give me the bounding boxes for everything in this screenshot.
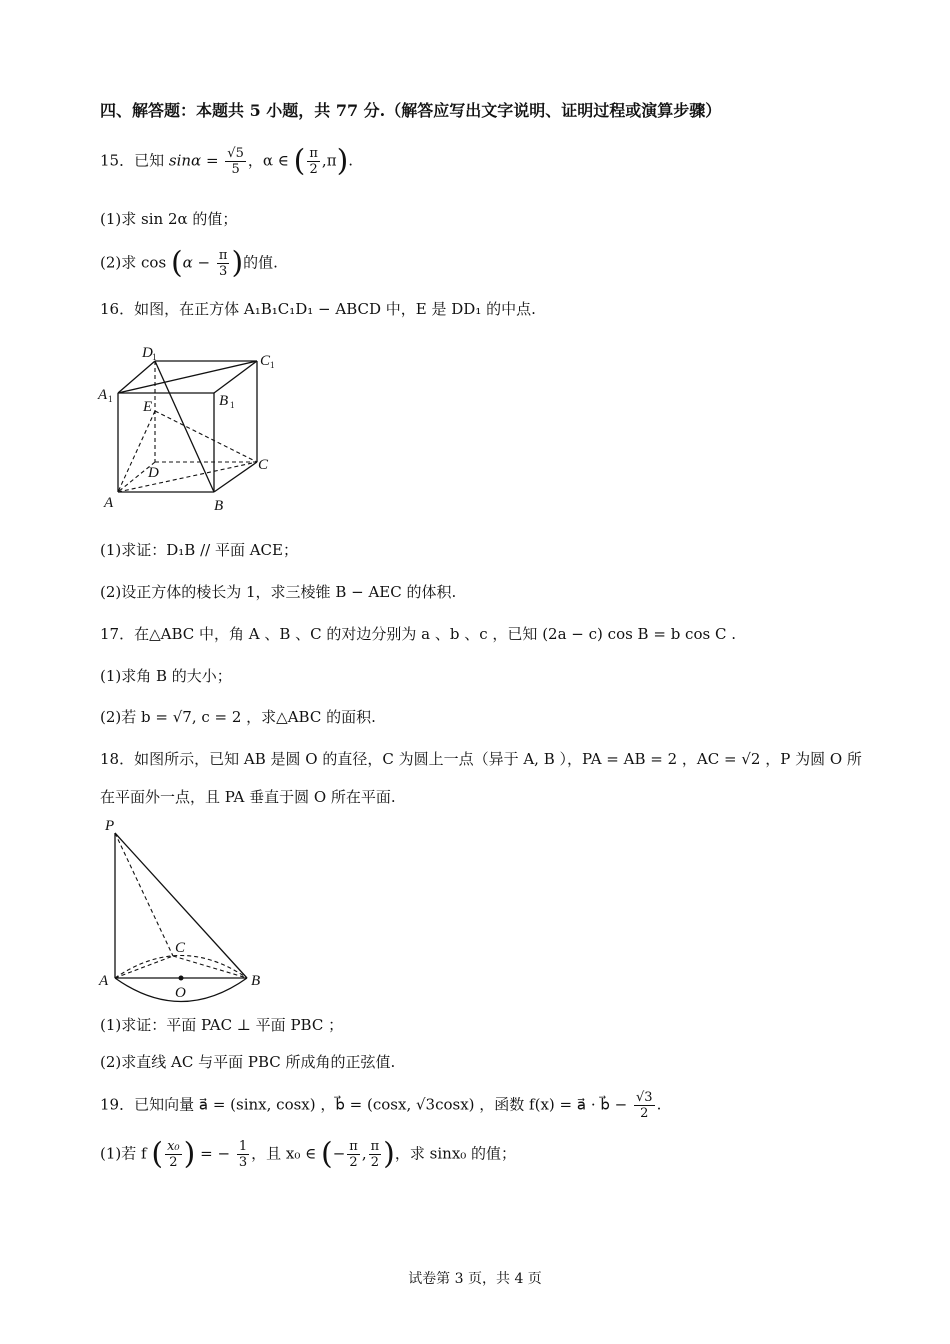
stem-text: (2)求 cos xyxy=(100,253,167,272)
label-O: O xyxy=(175,985,186,1001)
problem-15-part1: (1)求 sin 2α 的值； xyxy=(100,210,238,228)
problem-number: 17． xyxy=(100,625,135,643)
math-text: ,π xyxy=(321,151,337,170)
stem-text: 如图，在正方体 A₁B₁C₁D₁ − ABCD 中，E 是 DD₁ 的中点. xyxy=(134,300,536,318)
section-heading: 四、解答题：本题共 5 小题，共 77 分.（解答应写出文字说明、证明过程或演算步骤） xyxy=(100,101,722,120)
stem-text: 在△ABC 中，角 A 、B 、C 的对边分别为 a 、b 、c ，已知 (2a − c) cos B = b cos C . xyxy=(134,625,736,643)
label-D: D xyxy=(148,465,159,481)
problem-16-part2: (2)设正方体的棱长为 1，求三棱锥 B − AEC 的体积. xyxy=(100,583,457,601)
problem-number: 15． xyxy=(100,151,135,170)
problem-16-part1: (1)求证：D₁B // 平面 ACE； xyxy=(100,541,298,559)
stem-text: (1)若 f xyxy=(100,1144,147,1163)
stem-text: 的值. xyxy=(243,253,278,272)
label-C: C xyxy=(258,457,269,473)
label-D1: D xyxy=(142,345,153,361)
label-A1: A xyxy=(98,387,108,403)
problem-17-stem xyxy=(100,622,736,646)
problem-number: 16． xyxy=(100,300,135,318)
svg-text:1: 1 xyxy=(230,400,235,410)
problem-15-stem: 15．已知 sinα = $\frac{√5}{5}$ ，α ∈ ( $\frac{\pi}{2}$ ,π). xyxy=(100,143,354,179)
problem-18-part2: (2)求直线 AC 与平面 PBC 所成角的正弦值. xyxy=(100,1053,396,1071)
math-text: sinα = xyxy=(168,151,219,170)
label-A: A xyxy=(104,495,114,511)
label-A: A xyxy=(99,973,109,989)
svg-text:1: 1 xyxy=(270,360,275,370)
stem-text: ，且 x₀ ∈ xyxy=(251,1144,317,1163)
fraction: $\frac{1}{3}$ xyxy=(238,1139,248,1170)
cube-figure xyxy=(90,335,290,520)
cone-figure xyxy=(95,815,280,1005)
stem-text: 已知向量 a⃗ = (sinx, cosx) ，b⃗ = (cosx, √3cosx) ，函数 f(x) = a⃗ · b⃗ − xyxy=(134,1095,628,1114)
problem-18-stem xyxy=(100,747,862,771)
label-C1: C xyxy=(260,353,271,369)
label-B: B xyxy=(251,973,261,989)
math-text: = − xyxy=(200,1144,231,1163)
segment-PC xyxy=(115,833,173,956)
math-text: α − xyxy=(182,253,211,272)
label-B: B xyxy=(214,498,224,514)
label-C: C xyxy=(175,940,186,956)
problem-17-part1: (1)求角 B 的大小； xyxy=(100,667,232,685)
fraction: $\frac{\pi}{2}$ xyxy=(309,146,318,177)
fraction: $\frac{\text{x₀}}{2}$ xyxy=(167,1139,180,1170)
fraction: $\frac{\pi}{2}$ xyxy=(370,1139,380,1170)
math-text: ，α ∈ xyxy=(247,151,289,170)
center-O-point xyxy=(179,976,184,981)
fraction: $\frac{√3}{2}$ xyxy=(636,1090,653,1121)
fraction: $\frac{√5}{5}$ xyxy=(227,146,244,177)
svg-text:1: 1 xyxy=(108,394,113,404)
fraction: $\frac{\pi}{2}$ xyxy=(349,1139,358,1170)
stem-text: ，求 sinx₀ 的值； xyxy=(394,1144,517,1163)
svg-text:1: 1 xyxy=(152,352,157,362)
segment-PB xyxy=(115,833,247,978)
stem-text: 如图所示，已知 AB 是圆 O 的直径，C 为圆上一点（异于 A, B ），PA = AB = 2 ，AC = √2 ，P 为圆 O 所 xyxy=(134,750,862,768)
label-P: P xyxy=(105,818,115,834)
problem-18-stem-line2: 在平面外一点，且 PA 垂直于圆 O 所在平面. xyxy=(100,788,396,806)
stem-text: 已知 xyxy=(134,151,165,170)
problem-19-part1: (1)若 f ( $\frac{\text{x₀}}{2}$ ) = − $\frac{1}{3}$ ，且 x₀ ∈ (− $\frac{\pi}{2}$ , $\frac{\pi}{2}$ )，求 sinx₀ 的值； xyxy=(100,1136,517,1172)
problem-17-part2: (2)若 b = √7, c = 2 ，求△ABC 的面积. xyxy=(100,708,376,726)
page-footer: 试卷第 3 页，共 4 页 xyxy=(408,1271,542,1287)
problem-16-stem xyxy=(100,297,536,321)
fraction: $\frac{\pi}{3}$ xyxy=(218,248,228,279)
problem-18-part1: (1)求证：平面 PAC ⊥ 平面 PBC ； xyxy=(100,1016,344,1034)
label-B1: B xyxy=(219,393,229,409)
problem-number: 18． xyxy=(100,750,135,768)
label-E: E xyxy=(143,399,153,415)
problem-19-stem: 19．已知向量 a⃗ = (sinx, cosx) ，b⃗ = (cosx, √3cosx) ，函数 f(x) = a⃗ · b⃗ − $\frac{√3}{2}$ . xyxy=(100,1090,662,1121)
problem-15-part2: (2)求 cos (α − $\frac{\pi}{3}$ )的值. xyxy=(100,245,278,281)
problem-number: 19． xyxy=(100,1095,135,1114)
segment-AC xyxy=(115,956,173,978)
